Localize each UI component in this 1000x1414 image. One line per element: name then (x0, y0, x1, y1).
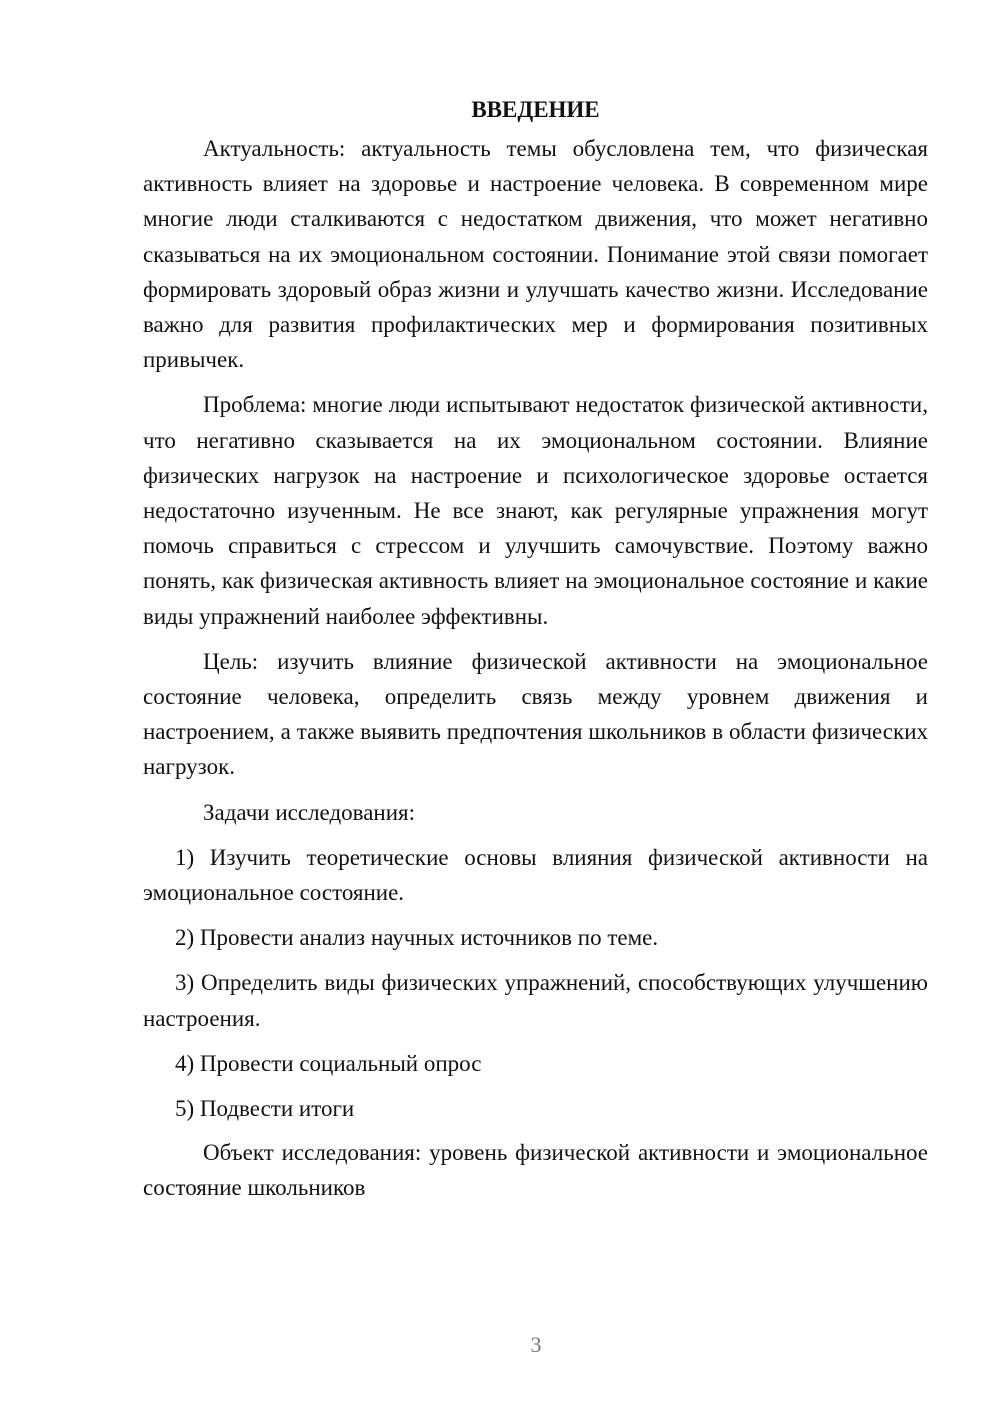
task-item-2: 2) Провести анализ научных источников по теме. (175, 925, 659, 951)
task-item-1: 1) Изучить теоретические основы влияния физической активности на эмоциональное состояние. (143, 844, 928, 906)
page-title: ВВЕДЕНИЕ (471, 97, 600, 122)
page-number: 3 (530, 1332, 542, 1357)
task-item-3: 3) Определить виды физических упражнений, способствующих улучшению настроения. (143, 970, 928, 1031)
task-item-4: 4) Провести социальный опрос (175, 1050, 482, 1076)
relevance-paragraph: Актуальность: актуальность темы обусловлена тем, что физическая активность влияет на здоровье и настроение человека. В современном мире многие люди сталкиваются с недостатком движения, что может негативно сказываться на их эмоциональном состоянии. Понимание этой связи помогает формировать здоровый образ жизни и улучшать качество жизни. Исследование важно для развития профилактических мер и формирования позитивных привычек. (143, 136, 928, 373)
tasks-heading: Задачи исследования: (203, 799, 416, 825)
task-item-5: 5) Подвести итоги (175, 1096, 355, 1122)
goal-paragraph: Цель: изучить влияние физической активности на эмоциональное состояние человека, определить связь между уровнем движения и настроением, а также выявить предпочтения школьников в области физических нагрузок. (143, 648, 928, 780)
page-content (143, 92, 928, 1216)
problem-paragraph: Проблема: многие люди испытывают недостаток физической активности, что негативно сказывается на их эмоциональном состоянии. Влияние физических нагрузок на настроение и психологическое здоровье остается недостаточно изученным. Не все знают, как регулярные упражнения могут помочь справиться с стрессом и улучшить самочувствие. Поэтому важно понять, как физическая активность влияет на эмоциональное состояние и какие виды упражнений наиболее эффективны. (143, 392, 928, 629)
object-paragraph: Объект исследования: уровень физической активности и эмоциональное состояние школьников (143, 1140, 928, 1201)
